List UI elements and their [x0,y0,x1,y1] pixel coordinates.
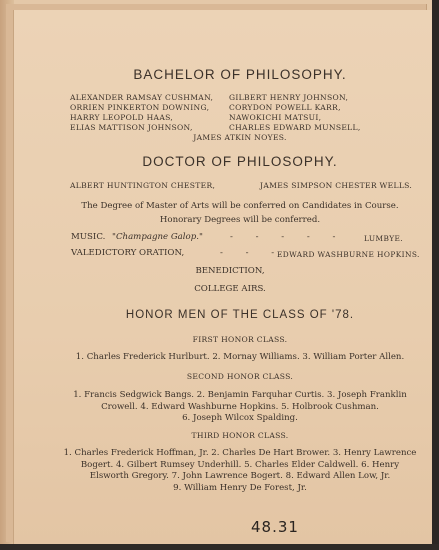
orator-name: EDWARD WASHBURNE HOPKINS. [277,250,420,259]
bachelor-name: ORRIEN PINKERTON DOWNING, [70,103,210,112]
doctor-heading: DOCTOR OF PHILOSOPHY. [142,154,338,169]
honor-line: Elsworth Gregory. 7. John Lawrence Bogert. 8. Edward Allen Low, Jr. [89,471,391,481]
honor-line: 1. Francis Sedgwick Bangs. 2. Benjamin Farquhar Curtis. 3. Joseph Franklin [73,390,407,400]
bachelor-name: NAWOKICHI MATSUI, [229,113,322,122]
honor-line: 9. William Henry De Forest, Jr. [173,483,307,493]
bachelor-heading: BACHELOR OF PHILOSOPHY. [133,67,347,82]
first-honor-heading: FIRST HONOR CLASS. [192,335,288,344]
handwritten-number: 48.31 [251,518,299,536]
honor-heading: HONOR MEN OF THE CLASS OF '78. [125,309,355,321]
doctor-name: ALBERT HUNTINGTON CHESTER, [70,181,216,190]
bachelor-name: ELIAS MATTISON JOHNSON, [70,123,193,132]
bachelor-name: CHARLES EDWARD MUNSELL, [229,123,361,132]
background-strip [0,544,439,550]
benediction: BENEDICTION, [195,266,265,276]
bachelor-name: HARRY LEOPOLD HAAS, [70,113,174,122]
honor-line: 1. Charles Frederick Hoffman, Jr. 2. Charles De Hart Brower. 3. Henry Lawrence [63,448,417,458]
music-label: MUSIC. [71,232,106,242]
oration-label: VALEDICTORY ORATION, [71,248,185,258]
honor-line: 1. Charles Frederick Hurlburt. 2. Mornay Williams. 3. William Porter Allen. [75,352,405,362]
music-composer: LUMBYE. [364,234,404,243]
third-honor-heading: THIRD HONOR CLASS. [191,431,289,440]
bachelor-name: JAMES ATKIN NOYES. [193,133,287,142]
honor-line: Bogert. 4. Gilbert Rumsey Underhill. 5. Charles Elder Caldwell. 6. Henry [80,460,400,470]
doctor-name: JAMES SIMPSON CHESTER WELLS. [260,181,413,190]
honorary-note: Honorary Degrees will be conferred. [159,215,321,225]
leader-dashes: - - - [220,248,285,258]
honor-line: 6. Joseph Wilcox Spalding. [182,413,298,423]
college-airs: COLLEGE AIRS. [194,284,266,294]
bachelor-name: ALEXANDER RAMSAY CUSHMAN, [70,93,214,102]
music-title: "Champagne Galop." [112,232,203,242]
bachelor-name: CORYDON POWELL KARR, [229,103,341,112]
second-honor-heading: SECOND HONOR CLASS. [186,372,294,381]
bachelor-name: GILBERT HENRY JOHNSON, [229,93,349,102]
leader-dashes: - - - - - [230,232,346,242]
honor-line: Crowell. 4. Edward Washburne Hopkins. 5. Holbrook Cushman. [101,402,379,412]
masters-note: The Degree of Master of Arts will be conferred on Candidates in Course. [81,201,399,211]
